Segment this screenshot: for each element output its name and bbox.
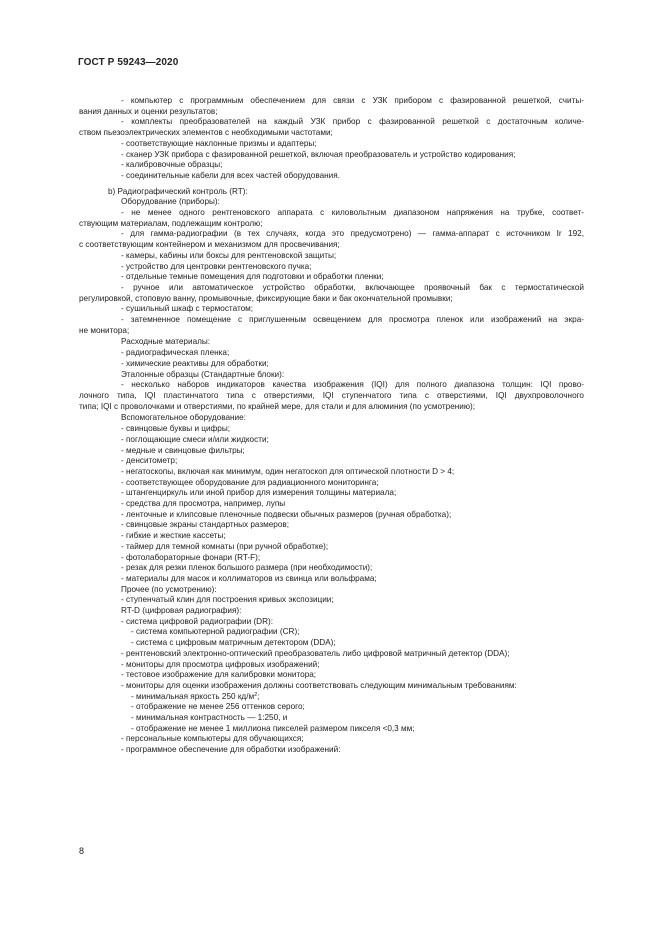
list-item: - устройство для центровки рентгеновского пучка; (121, 261, 312, 271)
list-item: - ленточные и клипсовые пленочные подвески обычных размеров (ручная обработка); (121, 509, 452, 519)
superscript: 2 (254, 691, 258, 698)
subheading: Прочее (по усмотрению): (121, 584, 217, 594)
list-item: - ручное или автоматическое устройство обработки, включающее проявочный бак с термостатической (121, 282, 584, 292)
list-item: - соединительные кабели для всех частей оборудования. (121, 170, 340, 180)
list-item: - камеры, кабины или боксы для рентгеновской защиты; (121, 250, 337, 260)
sub-list-item: - минимальная контрастность — 1:250, и (131, 713, 288, 723)
subheading: Вспомогательное оборудование: (121, 413, 246, 423)
list-item: - материалы для масок и коллиматоров из свинца или вольфрама; (121, 573, 377, 583)
list-item: - рентгеновский электронно-оптический преобразователь либо цифровой матричный детектор (DDA); (121, 648, 510, 658)
text-line: регулировкой, стоповую ванну, промывочные, фиксирующие баки и бак окончательной промывки; (79, 293, 453, 303)
list-item: - медные и свинцовые фильтры; (121, 445, 245, 455)
list-item: - персональные компьютеры для обучающихся; (121, 734, 304, 744)
sub-list-item: - отображение не менее 1 миллиона пикселей размером пикселя <0,3 мм; (131, 723, 415, 733)
sub-list-item: - система компьютерной радиографии (CR); (131, 627, 300, 637)
list-item: - гибкие и жесткие кассеты; (121, 531, 226, 541)
list-item: - ступенчатый клин для построения кривых экспозиции; (121, 595, 334, 605)
sub-list-item: - система с цифровым матричным детектором (DDA); (131, 638, 336, 648)
list-item: - негатоскопы, включая как минимум, один негатоскоп для оптической плотности D > 4; (121, 466, 455, 476)
list-item: - сканер УЗК прибора с фазированной решеткой, включая преобразователь и устройство кодирования; (121, 149, 516, 159)
list-item: - сушильный шкаф с термостатом; (121, 304, 254, 314)
page-number: 8 (79, 846, 85, 856)
section-heading-rt: b) Радиографический контроль (RT): (108, 186, 248, 196)
list-item: - поглощающие смеси и/или жидкости; (121, 434, 269, 444)
list-item: - несколько наборов индикаторов качества изображения (IQI) для полного диапазона толщин: IQI прово- (121, 380, 584, 390)
list-item: - отдельные темные помещения для подготовки и обработки пленки; (121, 272, 384, 282)
text-line: ством пьезоэлектрических элементов с необходимыми частотами; (79, 128, 333, 138)
document-header: ГОСТ Р 59243—2020 (78, 57, 179, 68)
list-item: - система цифровой радиографии (DR): (121, 616, 274, 626)
sub-list-item (79, 692, 584, 703)
subheading: Расходные материалы: (121, 337, 211, 347)
text-span: ; (257, 691, 260, 701)
text-line: лочного типа, IQI пластинчатого типа с отверстиями, IQI ступенчатого типа с отверстиями, IQI двухпроволочного (79, 390, 584, 400)
subheading: Оборудование (приборы): (121, 197, 220, 207)
text-line: ствующим материалам, подлежащим контролю; (79, 218, 263, 228)
list-item: - фотолабораторные фонари (RT-F); (121, 552, 261, 562)
list-item: - свинцовые буквы и цифры; (121, 424, 231, 434)
text-line: типа; IQI с проволочками и отверстиями, по крайней мере, для стали и для алюминия (по усмотрению); (79, 401, 475, 411)
text-line: не монитора; (79, 325, 130, 335)
sub-list-item: - отображение не менее 256 оттенков серого; (131, 702, 305, 712)
list-item: - резак для резки пленок большого размера (при необходимости); (121, 563, 373, 573)
list-item: - тестовое изображение для калибровки монитора; (121, 670, 317, 680)
list-item: - мониторы для просмотра цифровых изображений; (121, 659, 320, 669)
list-item: - комплекты преобразователей на каждый УЗК прибор с фазированной решеткой с достаточным количе- (121, 117, 584, 127)
list-item: - соответствующее оборудование для радиационного мониторинга; (121, 477, 379, 487)
subheading: RT-D (цифровая радиография): (121, 606, 242, 616)
list-item: - не менее одного рентгеновского аппарата с киловольтным диапазоном напряжения на трубке, соответ- (121, 208, 584, 218)
list-item: - программное обеспечение для обработки изображений: (121, 745, 341, 755)
document-body (79, 96, 584, 756)
list-item: - затемненное помещение с приглушенным освещением для просмотра пленок или изображений на экра- (121, 315, 584, 325)
text-span: - минимальная яркость 250 кд/м (131, 691, 255, 701)
text-line: с соответствующим контейнером и механизмом для просвечивания; (79, 240, 340, 250)
list-item: - свинцовые экраны стандартных размеров; (121, 520, 290, 530)
list-item: - химические реактивы для обработки; (121, 358, 269, 368)
text-line: вания данных и оценки результатов; (79, 106, 218, 116)
list-item: - штангенциркуль или иной прибор для измерения толщины материала; (121, 488, 397, 498)
list-item: - средства для просмотра, например, лупы (121, 499, 286, 509)
subheading: Эталонные образцы (Стандартные блоки): (121, 369, 285, 379)
list-item: - калибровочные образцы; (121, 160, 223, 170)
list-item: - для гамма-радиографии (в тех случаях, когда это предусмотрено) — гамма-аппарат с источником Ir 192, (121, 229, 584, 239)
list-item: - радиографическая пленка; (121, 348, 230, 358)
list-item: - мониторы для оценки изображения должны соответствовать следующим минимальным требованиям: (121, 680, 517, 690)
list-item: - денситометр; (121, 456, 178, 466)
list-item: - соответствующие наклонные призмы и адаптеры; (121, 138, 317, 148)
list-item: - таймер для темной комнаты (при ручной обработке); (121, 541, 329, 551)
list-item: - компьютер с программным обеспечением для связи с УЗК прибором с фазированной решеткой, считы- (121, 96, 584, 105)
